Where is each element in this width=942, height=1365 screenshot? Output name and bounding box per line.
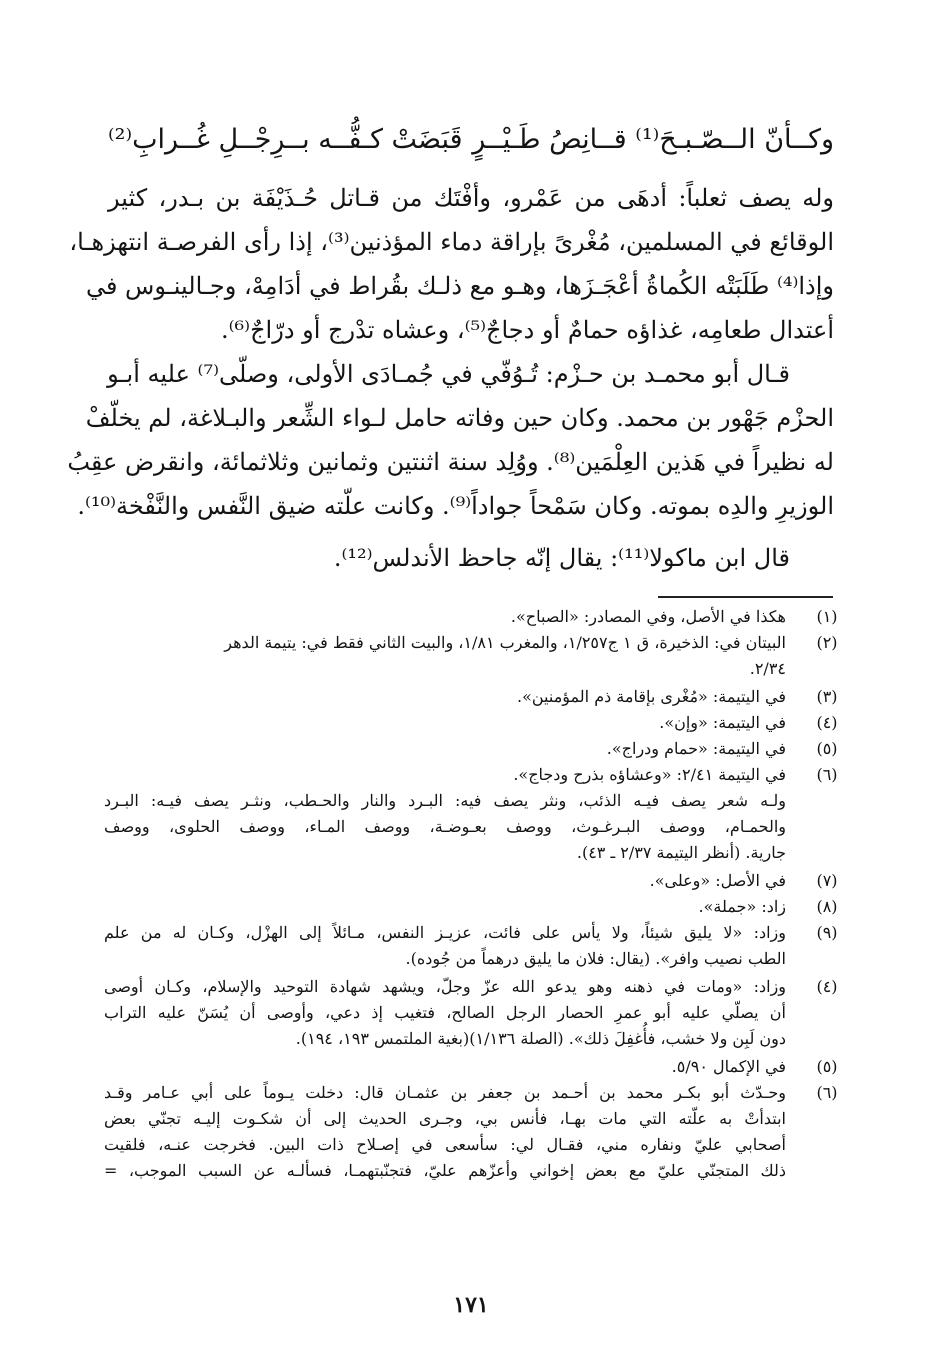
footnote-number: (٦) xyxy=(816,765,838,784)
footnote-separator xyxy=(658,596,833,598)
footnote-text: في الإكمال ٥/٩٠. xyxy=(671,1057,786,1076)
footnote-continuation xyxy=(104,1000,844,1026)
body-text-line: له نظيراً في هَذين العِلْمَين⁽⁸⁾. ووُلِد سنة اثنتين وثمانين وثلاثمائة، وانقرض عقِبُ xyxy=(67,448,834,476)
footnote-continuation xyxy=(104,840,844,866)
footnote-number: (٧) xyxy=(816,871,838,890)
footnote-number: (٦) xyxy=(816,1083,838,1102)
footnote-number: (٨) xyxy=(816,897,838,916)
footnote-text: في اليتيمة ٢/٤١: «وعشاؤه بذرح ودجاج». xyxy=(513,765,786,784)
footnote-text: زاد: «جملة». xyxy=(698,897,786,916)
footnote-text: والحمـام، ووصف البـرغـوث، ووصف بعـوضـة، ووصف المـاء، ووصف الحلوى، ووصف xyxy=(104,817,786,836)
footnote-number: (٩) xyxy=(816,923,838,942)
footnote xyxy=(104,604,844,630)
body-text-line: الوقائع في المسلمين، مُغْرىً بإراقة دماء المؤذنين⁽³⁾، إذا رأى الفرصـة انتهزهـا، xyxy=(69,228,834,256)
footnote-text: ذلك المتجنّي عليّ مع بعض إخواني وأعزّهم عليّ، فتجنّبتهمـا، فسألـه عن السبب الموجب، = xyxy=(104,1161,786,1180)
footnote xyxy=(104,974,844,1000)
footnote-continuation xyxy=(104,1158,844,1184)
footnote-number: (٥) xyxy=(816,739,838,758)
footnote-continuation xyxy=(104,788,844,814)
footnote-text: في اليتيمة: «وإن». xyxy=(659,713,786,732)
footnote-text: ابتدأتْ به علّته التي مات بهـا، فأنس بي، وجـرى الحديث إلى أن شكـوت إليـه تجنّي بعض xyxy=(104,1109,787,1128)
footnote-text: أصحابي عليّ ونفاره مني، فقـال لي: سأسعى في إصـلاح ذات البين. فخرجت عنـه، فلقيت xyxy=(104,1135,786,1154)
footnote-text: وحـدّث أبو بكـر محمد بن أحـمد بن جعفر بن عثمـان قال: دخلت يـوماً على أبي عـامر وقـد xyxy=(104,1083,786,1102)
footnote-text: في الأصل: «وعلى». xyxy=(649,871,786,890)
verse-second-hemistich: قَبَضَتْ كـفُّــه بــرِجْــلِ غُــرابِ⁽²⁾ xyxy=(108,124,463,155)
footnote-text: في اليتيمة: «حمام ودراج». xyxy=(606,739,786,758)
footnote xyxy=(104,920,844,946)
footnote xyxy=(104,868,844,894)
footnote-continuation xyxy=(104,814,844,840)
footnote xyxy=(104,630,844,656)
footnote-text: هكذا في الأصل، وفي المصادر: «الصباح». xyxy=(510,607,786,626)
body-text-line: الوزيرِ والدِه بموته. وكان سَمْحاً جواداً⁽⁹⁾. وكانت علّته ضيق النَّفس والنَّفْخة⁽¹⁰⁾. xyxy=(77,492,834,520)
poem-verse xyxy=(108,118,834,162)
verse-first-hemistich: وكــأنّ الــصّـبـحَ⁽¹⁾ قــانِصُ طَـيْــرٍ xyxy=(472,124,834,155)
footnote-number: (١) xyxy=(816,607,838,626)
footnote-continuation xyxy=(104,1106,844,1132)
body-text-line: قال ابن ماكولا⁽¹¹⁾: يقال إنّه جاحظ الأندلس⁽¹²⁾. xyxy=(333,544,790,572)
footnote-number: (٣) xyxy=(816,687,838,706)
footnote-text: أن يصلّي عليه أبو عمرِ الحصار الرجل الصالح، فتغيب إذ دعي، وأوصى أن يُسَنّ عليه التراب xyxy=(104,1003,786,1022)
footnote xyxy=(104,710,844,736)
footnote-continuation xyxy=(104,1026,844,1052)
footnote-text: الطب نصيب وافر». (يقال: فلان ما يليق درهماً من جُوده). xyxy=(405,949,786,968)
footnote-text: في اليتيمة: «مُغْرى بإقامة ذم المؤمنين». xyxy=(516,687,786,706)
body-text-line: وإذا⁽⁴⁾ طَلَبَتْه الكُماةُ أعْجَـزَها، وهـو مع ذلـك بقُراط في أدَامِهْ، وجـالينـوس في xyxy=(85,272,834,300)
footnote xyxy=(104,762,844,788)
body-text-line: قـال أبو محمـد بن حـزْم: تُـوُفّي في جُمـادَى الأولى، وصلّى⁽⁷⁾ عليه أبـو xyxy=(107,360,790,388)
footnote-number: (٢) xyxy=(816,633,838,652)
footnote-continuation xyxy=(104,656,844,682)
footnote-text: جارية. (أنظر اليتيمة ٢/٣٧ ـ ٤٣). xyxy=(576,843,786,862)
footnote-text: البيتان في: الذخيرة، ق ١ ج١/٢٥٧، والمغرب ١/٨١، والبيت الثاني فقط في: يتيمة الدهر xyxy=(224,633,786,652)
footnote xyxy=(104,1054,844,1080)
footnote xyxy=(104,894,844,920)
footnote-number: (٤) xyxy=(816,713,838,732)
footnote-continuation xyxy=(104,1132,844,1158)
footnote-text: وزاد: «ومات في ذهنه وهو يدعو الله عزّ وجلّ، ويشهد شهادة التوحيد والإسلام، وكـان أوصى xyxy=(104,977,786,996)
footnote xyxy=(104,736,844,762)
page-number: ١٧١ xyxy=(453,1292,489,1318)
footnote-text: ولـه شعر يصف فيـه الذئب، ونثر يصف فيه: البـرد والنار والحـطب، ونثـر يصف فيـه: البـرد xyxy=(104,791,786,810)
footnote-number: (٤) xyxy=(816,977,838,996)
footnote xyxy=(104,684,844,710)
footnote-text: ٢/٣٤. xyxy=(749,659,786,678)
footnote-number: (٥) xyxy=(816,1057,838,1076)
footnote-continuation xyxy=(104,946,844,972)
footnote xyxy=(104,1080,844,1106)
footnote-text: دون لَبِن ولا خشب، فأُغفِلَ ذلك». (الصلة ١/١٣٦)(بغية الملتمس ١٩٣، ١٩٤). xyxy=(295,1029,786,1048)
body-text-line: وله يصف ثعلباً: أدهَى من عَمْرو، وأفْتَك من قـاتل حُـذَيْفَة بن بـدر، كثير xyxy=(108,184,834,212)
footnote-text: وزاد: «لا يليق شيئاً، ولا يأس على فائت، عزيـز النفس، مـائلاً إلى الهزْل، وكـان له من علم xyxy=(104,923,786,942)
body-text-line: الحزْم جَهْور بن محمد. وكان حين وفاته حامل لـواء الشِّعر والبـلاغة، لم يخلّفْ xyxy=(85,404,834,432)
body-text-line: أعتدال طعامِه، غذاؤه حمامٌ أو دجاجٌ⁽⁵⁾، وعشاه تدْرج أو درّاجٌ⁽⁶⁾. xyxy=(221,316,834,344)
